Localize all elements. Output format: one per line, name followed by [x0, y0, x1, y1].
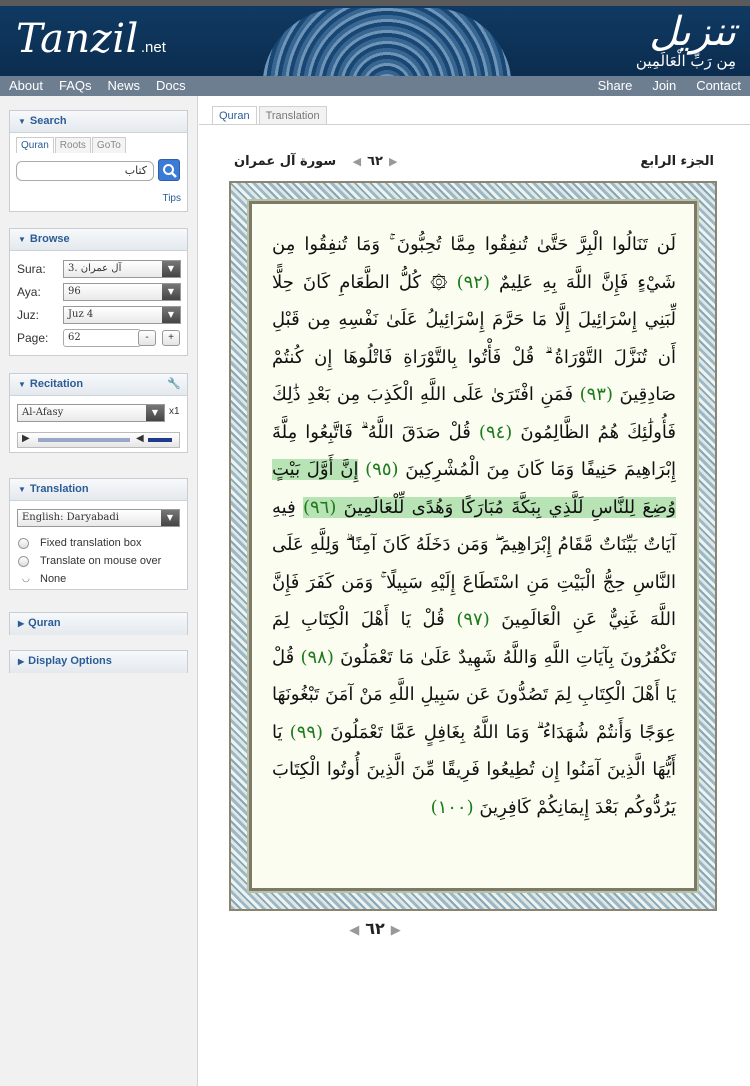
- verse-text: فَمَنِ افْتَرَىٰ عَلَى اللَّهِ الْكَذِبَ مِن بَعْدِ ذَٰلِكَ فَأُولَٰئِكَ هُمُ الظَّالِمُونَ: [272, 384, 676, 443]
- option-mouse-over[interactable]: [10, 553, 187, 571]
- search-panel-title: Search: [29, 115, 67, 127]
- display-options-panel[interactable]: [9, 650, 188, 673]
- tab-translation[interactable]: Translation: [259, 106, 327, 125]
- option-label: None: [40, 573, 67, 585]
- aya-label: Aya:: [17, 285, 41, 299]
- main-tabs: [212, 104, 329, 125]
- juz-select[interactable]: [63, 306, 181, 324]
- progress-track[interactable]: [38, 438, 130, 442]
- aya-row: [10, 281, 187, 304]
- nav-about[interactable]: About: [9, 78, 43, 93]
- verse-number: (٩٧): [456, 609, 490, 630]
- verse-number: (٩٥): [365, 459, 399, 480]
- search-input[interactable]: كتاب: [16, 161, 154, 181]
- recitation-panel-header[interactable]: [10, 374, 187, 396]
- search-tab-quran[interactable]: Quran: [16, 137, 54, 153]
- browse-panel-title: Browse: [29, 233, 70, 245]
- verse-number: (٩٣): [579, 384, 613, 405]
- site-logo[interactable]: [16, 16, 166, 62]
- expanded-triangle-icon: ▼: [18, 380, 26, 389]
- mushaf-page: [249, 201, 697, 891]
- tab-divider: [199, 124, 750, 125]
- chevron-down-icon: ▼: [162, 284, 180, 300]
- verse-text: قُلْ صَدَقَ اللَّهُ ۗ فَاتَّبِعُوا مِلَّةَ إِبْرَاهِيمَ حَنِيفًا وَمَا كَانَ مِنَ الْمُشْرِكِينَ: [272, 421, 676, 480]
- nav-bar: [0, 76, 750, 96]
- translation-select-value: English: Daryabadi: [22, 512, 119, 523]
- expanded-triangle-icon: ▼: [18, 485, 26, 494]
- verse-text: فِيهِ آيَاتٌ بَيِّنَاتٌ مَّقَامُ إِبْرَاهِيمَ ۖ وَمَن دَخَلَهُ كَانَ آمِنًا ۗ وَلِلَّهِ عَلَى النَّاسِ حِجُّ الْبَيْتِ مَنِ اسْتَطَاعَ إِلَيْهِ سَبِيلًا ۚ وَمَن كَفَرَ فَإِنَّ اللَّهَ غَنِيٌّ عَنِ الْعَالَمِينَ: [272, 496, 676, 630]
- option-none[interactable]: [10, 571, 187, 589]
- volume-icon[interactable]: ◀: [136, 433, 144, 444]
- verses-text: [272, 226, 676, 826]
- translation-panel: [9, 478, 188, 590]
- collapsed-triangle-icon: ▶: [18, 657, 25, 666]
- verse-text: يَا أَيُّهَا الَّذِينَ آمَنُوا إِن تُطِيعُوا فَرِيقًا مِّنَ الَّذِينَ أُوتُوا الْكِتَابَ يَرُدُّوكُم بَعْدَ إِيمَانِكُمْ كَافِرِينَ: [272, 721, 676, 818]
- display-options-panel-header[interactable]: [10, 651, 187, 673]
- nav-contact[interactable]: Contact: [696, 78, 741, 93]
- aya-select-value: 96: [68, 286, 81, 297]
- page-plus-button[interactable]: +: [162, 330, 180, 346]
- verse-text: قُلْ يَا أَهْلَ الْكِتَابِ لِمَ تَصُدُّونَ عَن سَبِيلِ اللَّهِ مَنْ آمَنَ تَبْغُونَهَا عِوَجًا وَأَنتُمْ شُهَدَاءُ ۗ وَمَا اللَّهُ بِغَافِلٍ عَمَّا تَعْمَلُونَ: [272, 646, 676, 743]
- next-page-arrow-icon[interactable]: ▶: [390, 923, 401, 938]
- chevron-down-icon: ▼: [162, 307, 180, 323]
- option-label: Translate on mouse over: [40, 555, 162, 567]
- reciter-select[interactable]: [17, 404, 165, 422]
- sura-select-value: 3. آل عمران: [68, 263, 122, 274]
- chevron-down-icon: ▼: [161, 510, 179, 526]
- recitation-panel: [9, 373, 188, 453]
- translation-panel-title: Translation: [29, 483, 89, 495]
- arabic-logo-title: تنزيل: [649, 9, 736, 55]
- verse-text: قُلْ يَا أَهْلَ الْكِتَابِ لِمَ تَكْفُرُونَ بِآيَاتِ اللَّهِ وَاللَّهُ شَهِيدٌ عَلَىٰ مَا تَعْمَلُونَ: [272, 609, 676, 668]
- page-minus-button[interactable]: -: [138, 330, 156, 346]
- sura-row: [10, 258, 187, 281]
- juz-name: الجزء الرابع: [640, 154, 714, 169]
- expanded-triangle-icon: ▼: [18, 235, 26, 244]
- translation-select[interactable]: [17, 509, 180, 527]
- site-header: [0, 6, 750, 76]
- juz-row: [10, 304, 187, 327]
- chevron-down-icon: ▼: [146, 405, 164, 421]
- tab-quran[interactable]: Quran: [212, 106, 257, 125]
- page-nav-bottom: [0, 919, 750, 938]
- mushaf-page-frame: [229, 181, 717, 911]
- next-page-arrow-icon[interactable]: ▶: [388, 155, 398, 168]
- nav-news[interactable]: News: [107, 78, 141, 93]
- speed-label[interactable]: x1: [169, 406, 180, 417]
- juz-select-value: Juz 4: [68, 309, 94, 320]
- recitation-panel-title: Recitation: [29, 378, 84, 390]
- quran-panel[interactable]: [9, 612, 188, 635]
- verse-number: (٩٨): [300, 646, 334, 668]
- juz-label: Juz:: [17, 308, 40, 322]
- expanded-triangle-icon: ▼: [18, 117, 26, 126]
- arabic-logo-subtitle: مِن رَبِّ الْعَالَمِين: [635, 52, 736, 70]
- verse-number: (٩٢): [456, 271, 491, 293]
- page-number-top: ٦٢: [367, 154, 383, 169]
- search-panel-header[interactable]: [10, 111, 187, 133]
- sura-select[interactable]: [63, 260, 181, 278]
- collapsed-triangle-icon: ▶: [18, 619, 25, 628]
- translation-panel-header[interactable]: [10, 479, 187, 501]
- browse-panel-header[interactable]: [10, 229, 187, 251]
- page-row: [10, 327, 187, 350]
- page-label: Page:: [17, 331, 49, 345]
- display-options-title: Display Options: [28, 655, 112, 667]
- quran-panel-header[interactable]: [10, 613, 187, 635]
- radio-button[interactable]: [18, 556, 29, 567]
- page-nav-top: [0, 154, 750, 169]
- radio-button[interactable]: [18, 538, 29, 549]
- logo-text: Tanzil: [16, 16, 139, 62]
- search-tab-roots[interactable]: Roots: [55, 137, 91, 153]
- arabic-logo: [636, 10, 736, 70]
- verse-text: لَن تَنَالُوا الْبِرَّ حَتَّىٰ تُنفِقُوا مِمَّا تُحِبُّونَ ۚ وَمَا تُنفِقُوا مِن شَيْءٍ فَإِنَّ اللَّهَ بِهِ عَلِيمٌ: [272, 234, 676, 293]
- radio-selected-icon[interactable]: ◡: [22, 573, 30, 583]
- option-fixed-box[interactable]: [10, 535, 187, 553]
- surah-name: سورة آل عمران: [234, 154, 337, 169]
- nav-join[interactable]: Join: [652, 78, 677, 93]
- quran-panel-title: Quran: [28, 617, 61, 629]
- play-icon[interactable]: ▶: [22, 433, 30, 444]
- browse-panel: [9, 228, 188, 356]
- reciter-select-value: Al-Afasy: [22, 407, 64, 418]
- search-tabs: [10, 133, 187, 153]
- option-label: Fixed translation box: [40, 537, 142, 549]
- audio-player: [17, 432, 180, 448]
- verse-text: إِنَّ أَوَّلَ بَيْتٍ وُضِعَ لِلنَّاسِ لَلَّذِي بِبَكَّةَ مُبَارَكًا وَهُدًى لِّلْعَالَمِينَ: [272, 459, 676, 518]
- wrench-icon[interactable]: 🔧: [167, 378, 181, 390]
- page-number-bottom: ٦٢: [365, 919, 385, 938]
- logo-suffix: .net: [140, 39, 166, 56]
- sura-label: Sura:: [17, 262, 46, 276]
- dome-ornament: [262, 8, 512, 76]
- chevron-down-icon: ▼: [162, 261, 180, 277]
- volume-slider[interactable]: [148, 438, 172, 442]
- verse-number: (٩٦): [302, 496, 337, 518]
- verse-number: (٩٩): [289, 721, 324, 743]
- nav-docs[interactable]: Docs: [156, 78, 186, 93]
- verse-number: (١٠٠): [430, 796, 474, 818]
- verse-number: (٩٤): [478, 421, 513, 443]
- search-tab-goto[interactable]: GoTo: [92, 137, 126, 153]
- nav-share[interactable]: Share: [597, 78, 633, 93]
- search-tips-link[interactable]: Tips: [162, 193, 181, 204]
- page-input[interactable]: 62: [63, 329, 141, 347]
- prev-page-arrow-icon[interactable]: ◀: [352, 155, 362, 168]
- aya-select[interactable]: [63, 283, 181, 301]
- verse-text: ۞ كُلُّ الطَّعَامِ كَانَ حِلًّا لِّبَنِي إِسْرَائِيلَ إِلَّا مَا حَرَّمَ إِسْرَائِيلُ عَلَىٰ نَفْسِهِ مِن قَبْلِ أَن تُنَزَّلَ التَّوْرَاةُ ۗ قُلْ فَأْتُوا بِالتَّوْرَاةِ فَاتْلُوهَا إِن كُنتُمْ صَادِقِينَ: [272, 271, 677, 405]
- nav-faqs[interactable]: FAQs: [58, 78, 92, 93]
- prev-page-arrow-icon[interactable]: ◀: [349, 923, 360, 938]
